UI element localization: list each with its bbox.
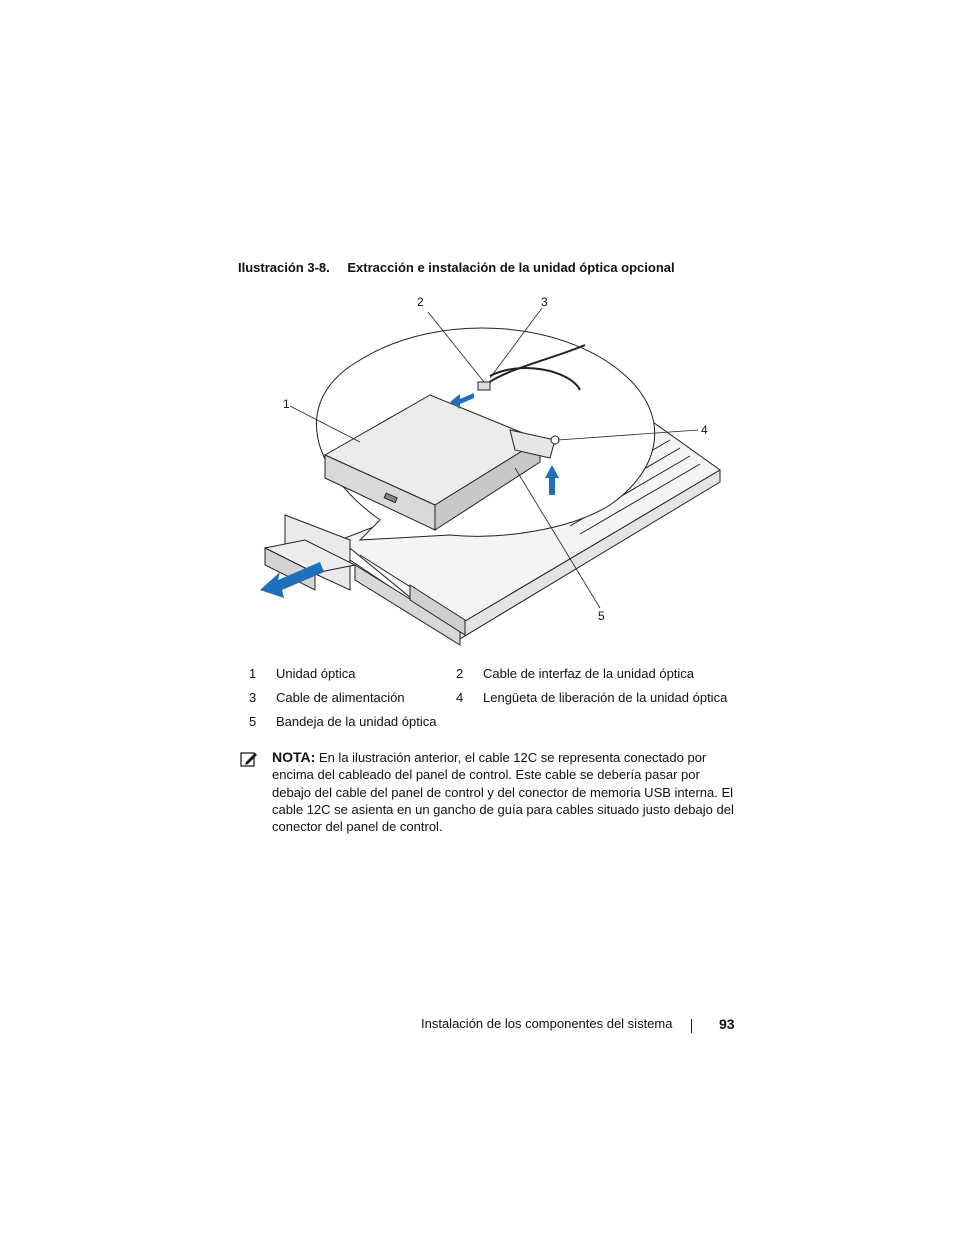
note-pencil-icon (240, 750, 258, 768)
callout-2: 2 (417, 295, 424, 309)
callout-3: 3 (541, 295, 548, 309)
note-block (272, 749, 742, 835)
optical-drive-illustration (250, 290, 740, 650)
note-label: NOTA: (272, 749, 316, 765)
footer-section-title: Instalación de los componentes del sistema (421, 1016, 673, 1031)
footer-separator (691, 1019, 692, 1033)
figure-caption-label: Ilustración 3-8. (238, 260, 330, 275)
callout-1: 1 (283, 397, 290, 411)
callout-5: 5 (598, 609, 605, 623)
figure-caption (238, 260, 675, 275)
note-text: En la ilustración anterior, el cable 12C se representa conectado por encima del cableado del panel de control. Este cable se debería pasar por debajo del cable del panel de control y del conector de memoria USB interna. El cable 12C se asienta en un gancho de guía para cables situado justo debajo del conector del panel de control. (272, 750, 734, 835)
page-number: 93 (719, 1016, 735, 1032)
figure-caption-title: Extracción e instalación de la unidad óptica opcional (347, 260, 675, 275)
callout-4: 4 (701, 423, 708, 437)
